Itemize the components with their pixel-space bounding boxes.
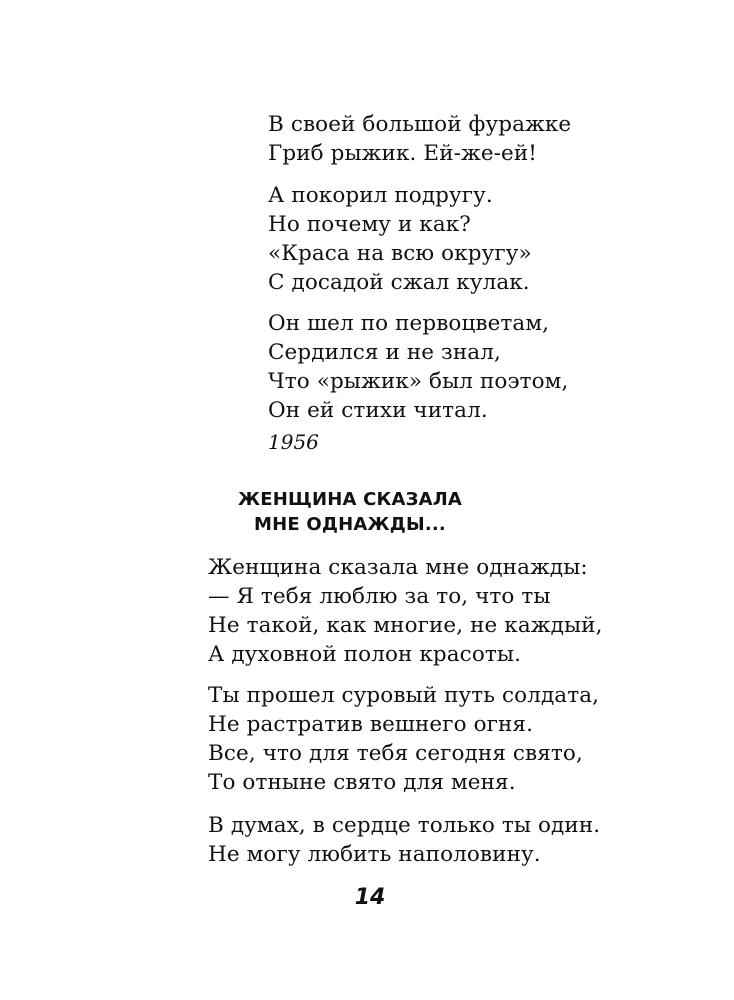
poem-date: 1956: [268, 430, 319, 454]
verse-line: В своей большой фуражке: [268, 112, 572, 137]
verse-line: С досадой сжал кулак.: [268, 270, 530, 295]
verse-line: Ты прошел суровый путь солдата,: [208, 683, 600, 708]
verse-line: Женщина сказала мне однажды:: [208, 555, 588, 580]
poem-1-stanza-3: [268, 309, 568, 425]
verse-line: Что «рыжик» был поэтом,: [268, 369, 569, 394]
poem-title: [200, 487, 500, 537]
poem-title-line: ЖЕНЩИНА СКАЗАЛА: [237, 489, 463, 510]
poem-2-stanza-1: [208, 553, 603, 669]
verse-line: Все, что для тебя сегодня свято,: [208, 741, 583, 766]
page-number: 14: [354, 885, 386, 910]
verse-line: Не растратив вешнего огня.: [208, 712, 534, 737]
poem-title-line: МНЕ ОДНАЖДЫ...: [254, 514, 446, 535]
verse-line: То отныне свято для меня.: [208, 770, 516, 795]
verse-line: Сердился и не знал,: [268, 340, 501, 365]
verse-line: А духовной полон красоты.: [208, 642, 522, 667]
verse-line: Он ей стихи читал.: [268, 398, 488, 423]
poem-1-stanza-2: [268, 181, 532, 297]
verse-line: Гриб рыжик. Ей-же-ей!: [268, 141, 538, 166]
poem-2-stanza-2: [208, 681, 599, 797]
poem-2-stanza-3: [208, 811, 600, 869]
verse-line: Он шел по первоцветам,: [268, 311, 550, 336]
verse-line: — Я тебя люблю за то, что ты: [208, 584, 551, 609]
verse-line: «Краса на всю округу»: [268, 241, 532, 266]
verse-line: А покорил подругу.: [268, 183, 493, 208]
poem-1-stanza-1: [268, 110, 571, 168]
verse-line: Но почему и как?: [268, 212, 471, 237]
verse-line: Не могу любить наполовину.: [208, 842, 541, 867]
verse-line: В думах, в сердце только ты один.: [208, 813, 601, 838]
verse-line: Не такой, как многие, не каждый,: [208, 613, 603, 638]
